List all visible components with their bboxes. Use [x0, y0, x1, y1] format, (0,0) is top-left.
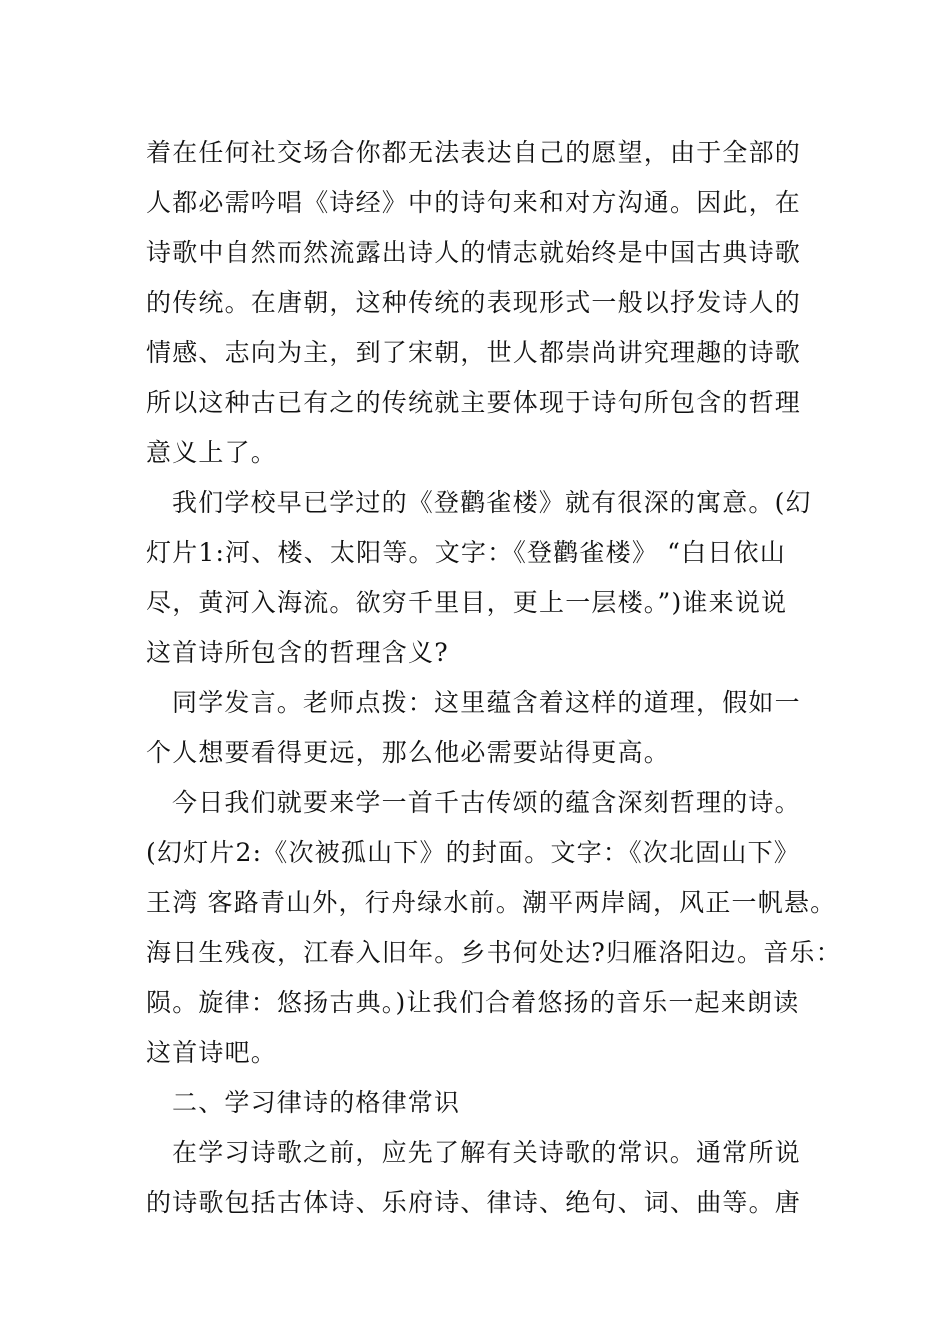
text-line: 尽，黄河入海流。欲穷千里目，更上一层楼。”)谁来说说	[146, 588, 788, 617]
text-line: 人都必需吟唱《诗经》中的诗句来和对方沟通。因此，在	[146, 188, 802, 217]
text-line: (幻灯片2:《次被孤山下》的封面。文字：《次北固山下》	[146, 838, 800, 867]
text-line: 的诗歌包括古体诗、乐府诗、律诗、绝句、词、曲等。唐	[146, 1188, 802, 1217]
text-line: 的传统。在唐朝，这种传统的表现形式一般以抒发诗人的	[146, 288, 802, 317]
text-line: 同学发言。老师点拨：这里蕴含着这样的道理，假如一	[172, 688, 801, 717]
text-line: 在学习诗歌之前，应先了解有关诗歌的常识。通常所说	[172, 1138, 801, 1167]
text-line: 意义上了。	[146, 438, 278, 467]
text-line: 这首诗吧。	[146, 1038, 278, 1067]
text-line: 二、学习律诗的格律常识	[172, 1088, 461, 1117]
text-line: 陨。旋律：悠扬古典。)让我们合着悠扬的音乐一起来朗读	[146, 988, 800, 1017]
text-line: 今日我们就要来学一首千古传颂的蕴含深刻哲理的诗。	[172, 788, 801, 817]
text-line: 灯片1:河、楼、太阳等。文字：《登鹳雀楼》 “白日依山	[146, 538, 786, 567]
text-line: 海日生残夜，江春入旧年。乡书何处达?归雁洛阳边。音乐：	[146, 938, 842, 967]
document-body	[146, 128, 842, 1228]
text-line: 我们学校早已学过的《登鹳雀楼》就有很深的寓意。(幻	[172, 488, 812, 517]
text-line: 情感、志向为主，到了宋朝，世人都崇尚讲究理趣的诗歌	[146, 338, 802, 367]
text-line: 所以这种古已有之的传统就主要体现于诗句所包含的哲理	[146, 388, 802, 417]
text-line: 个人想要看得更远，那么他必需要站得更高。	[146, 738, 671, 767]
text-line: 诗歌中自然而然流露出诗人的情志就始终是中国古典诗歌	[146, 238, 802, 267]
text-line: 王湾 客路青山外，行舟绿水前。潮平两岸阔，风正一帆悬。	[146, 888, 837, 917]
text-line: 这首诗所包含的哲理含义?	[146, 638, 449, 667]
text-line: 着在任何社交场合你都无法表达自己的愿望，由于全部的	[146, 138, 802, 167]
